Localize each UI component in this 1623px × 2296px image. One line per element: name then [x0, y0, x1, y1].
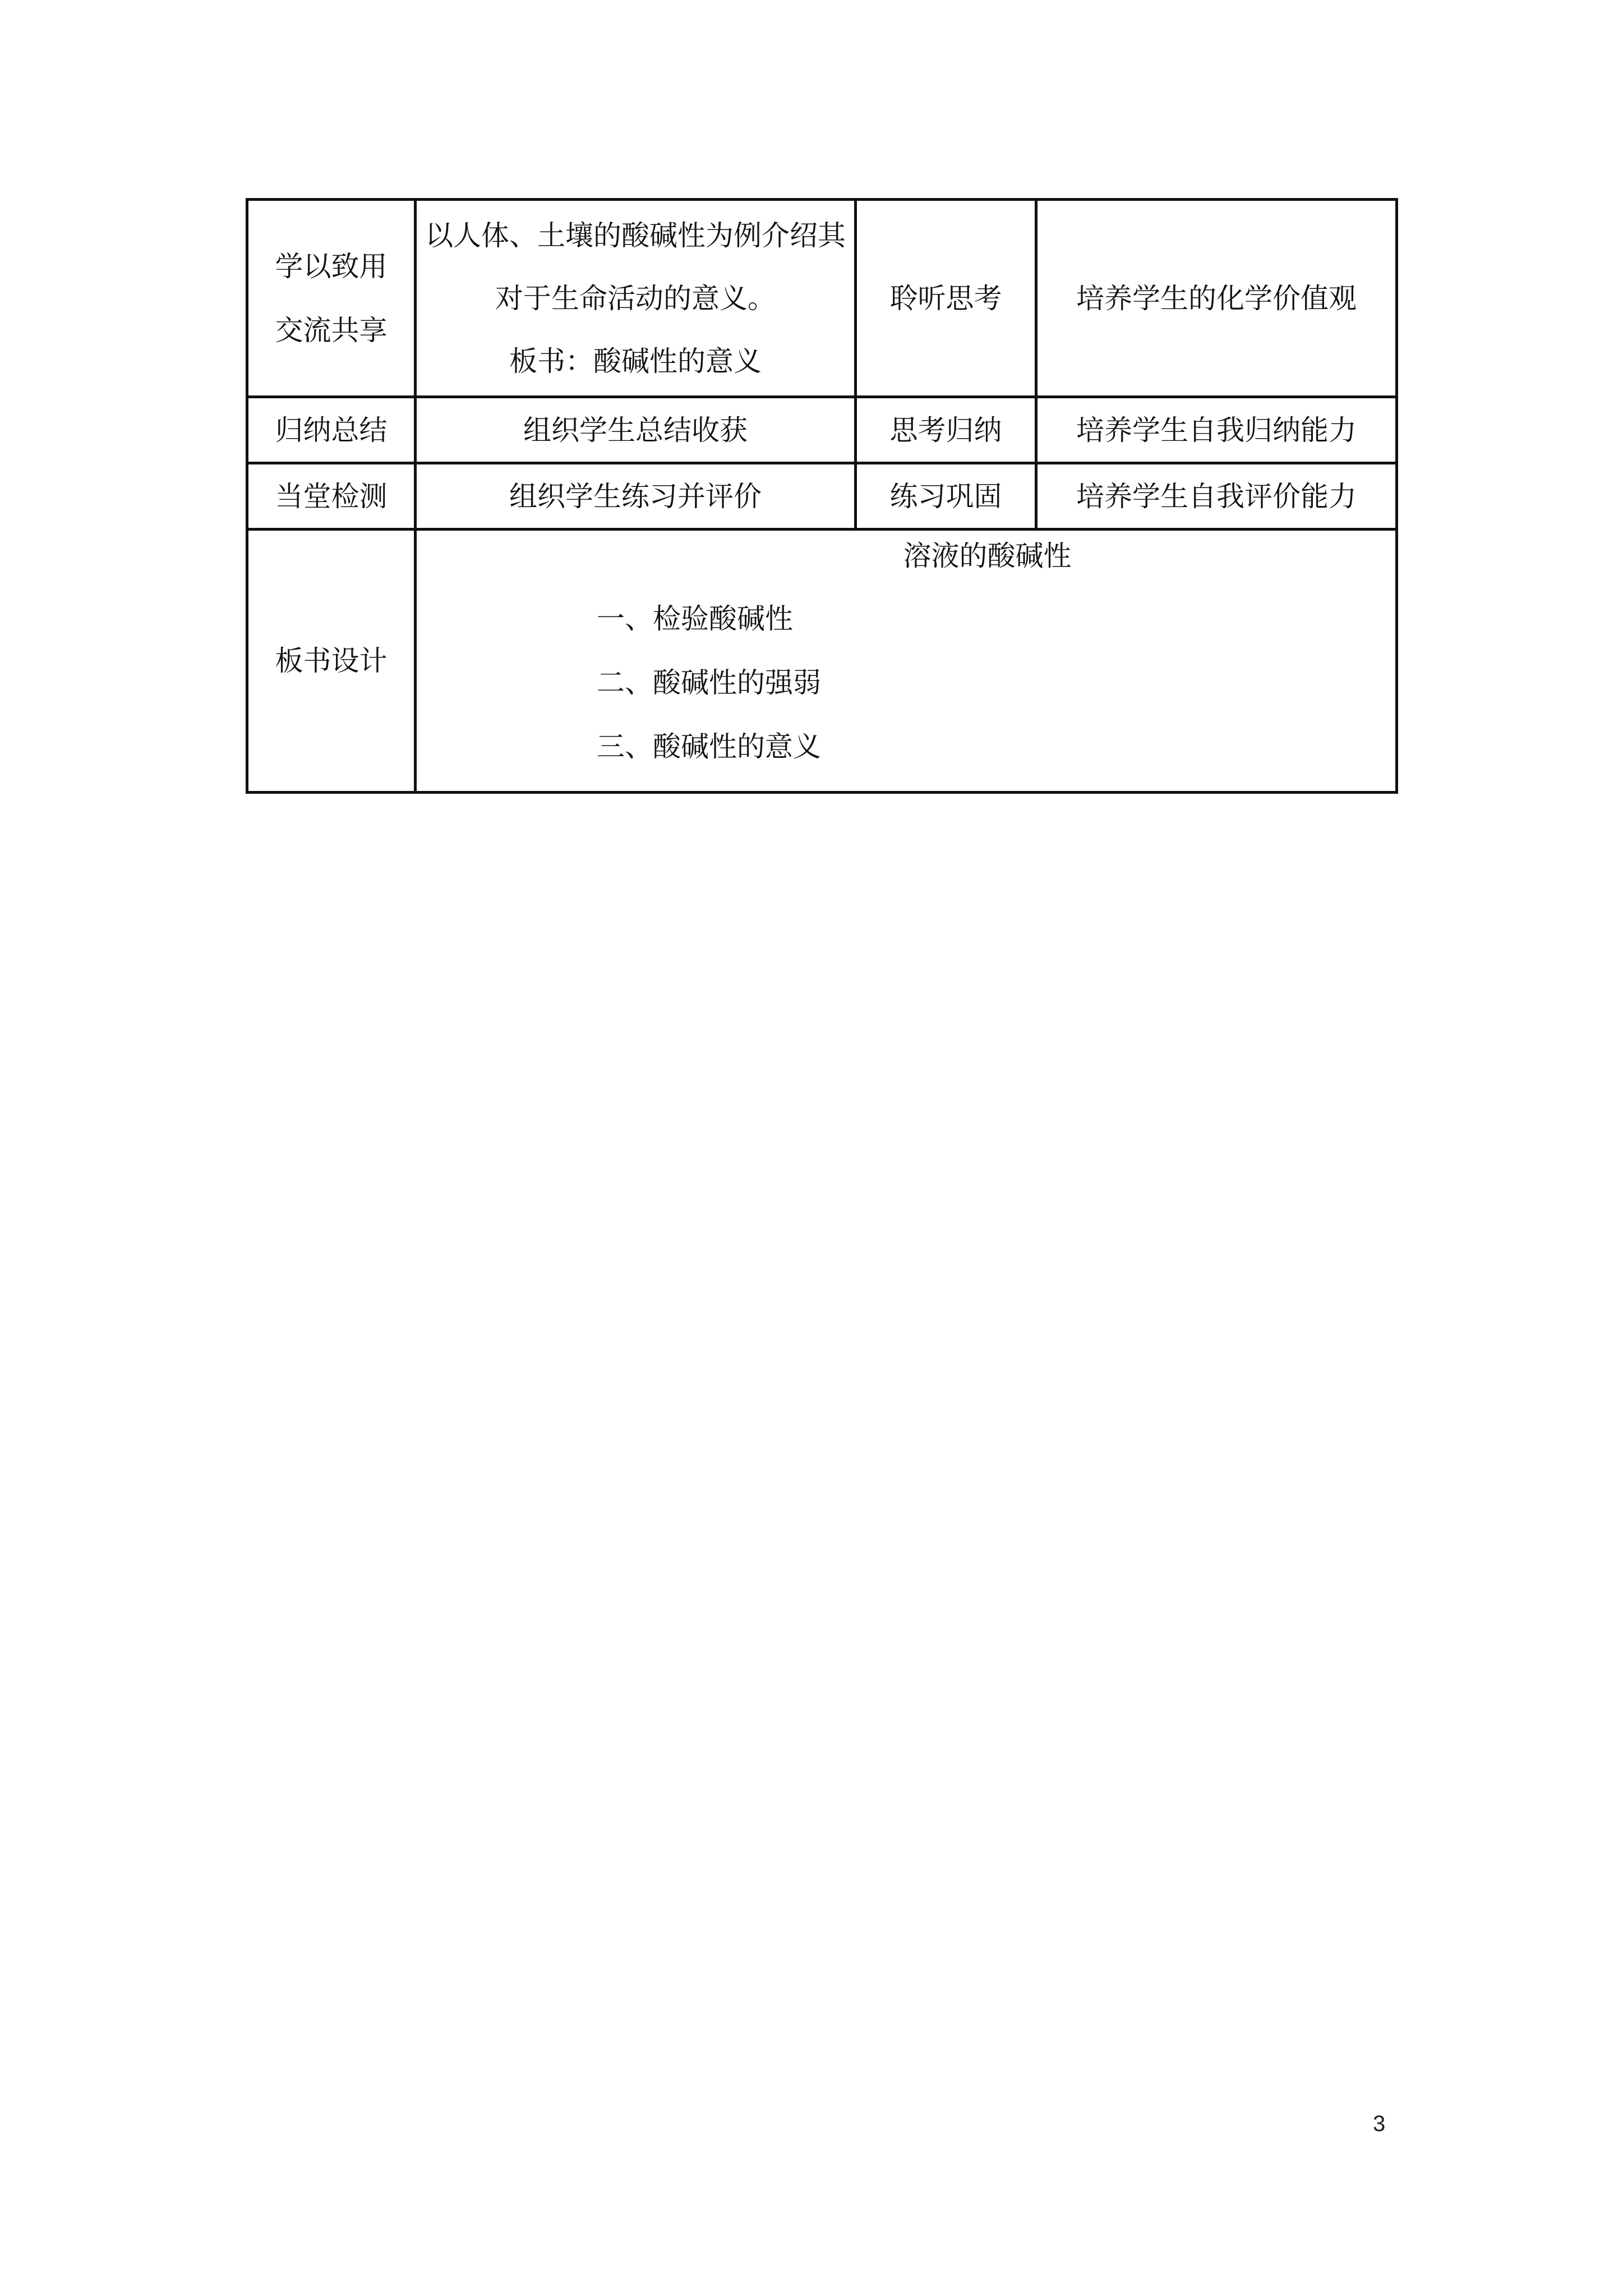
teacher-activity-cell: 组织学生练习并评价 — [416, 463, 856, 530]
table-row — [247, 530, 1397, 793]
table-row — [247, 397, 1397, 463]
teacher-activity-cell: 组织学生总结收获 — [416, 397, 856, 463]
board-design-label: 板书设计 — [247, 530, 416, 793]
teacher-activity-line: 以人体、土壤的酸碱性为例介绍其 — [425, 219, 846, 252]
student-activity-cell: 练习巩固 — [856, 463, 1036, 530]
stage-cell: 归纳总结 — [247, 397, 416, 463]
teacher-activity-cell — [416, 200, 856, 397]
teacher-activity-line: 对于生命活动的意义。 — [495, 282, 776, 315]
board-item: 二、酸碱性的强弱 — [597, 666, 821, 699]
student-activity-cell: 思考归纳 — [856, 397, 1036, 463]
design-purpose-cell: 培养学生自我评价能力 — [1036, 463, 1397, 530]
lesson-plan-table — [246, 198, 1398, 794]
stage-cell — [247, 200, 416, 397]
board-item: 三、酸碱性的意义 — [597, 730, 821, 763]
teacher-activity-line: 板书：酸碱性的意义 — [509, 344, 762, 378]
stage-line: 学以致用 — [275, 250, 388, 283]
design-purpose-cell: 培养学生的化学价值观 — [1036, 200, 1397, 397]
stage-cell: 当堂检测 — [247, 463, 416, 530]
board-design-cell — [416, 530, 1397, 793]
board-title: 溶液的酸碱性 — [903, 540, 1072, 572]
board-item: 一、检验酸碱性 — [597, 602, 793, 635]
design-purpose-cell: 培养学生自我归纳能力 — [1036, 397, 1397, 463]
stage-line: 交流共享 — [275, 314, 388, 347]
page-number: 3 — [1373, 2111, 1386, 2136]
student-activity-cell: 聆听思考 — [856, 200, 1036, 397]
table-row — [247, 200, 1397, 397]
table-row — [247, 463, 1397, 530]
